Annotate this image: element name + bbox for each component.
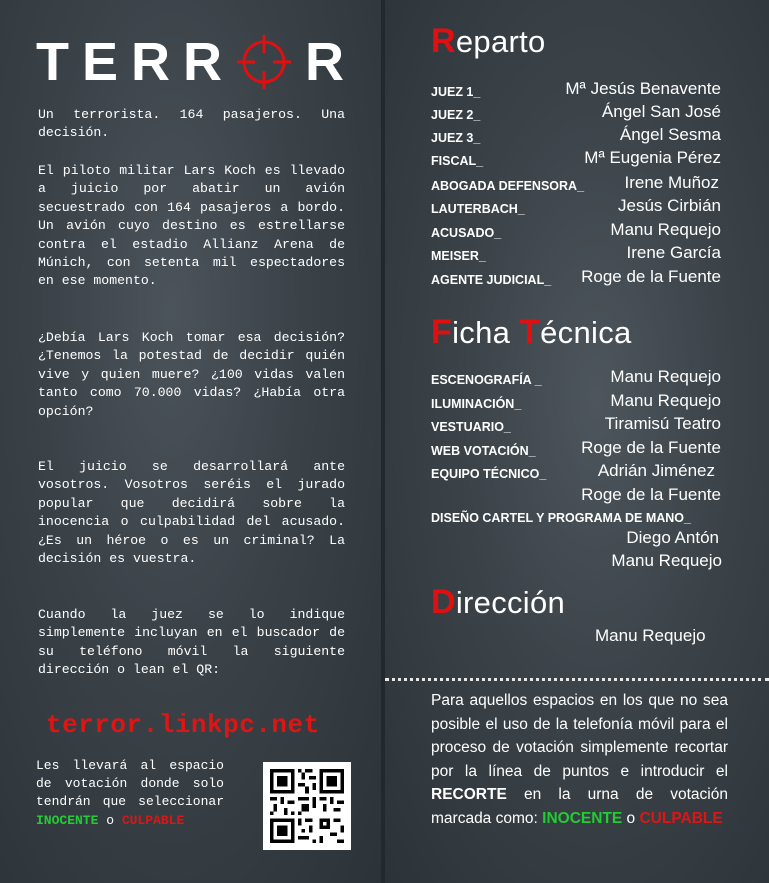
crew-name: Adrián Jiménez (597, 461, 715, 480)
innocent-option: INOCENTE (542, 809, 623, 827)
direccion-heading (431, 583, 565, 622)
crew-name: Manu Requejo (610, 391, 721, 410)
cast-name: Mª Eugenia Pérez (584, 148, 721, 167)
direccion-heading-rest: irección (455, 585, 566, 620)
cut-instructions (431, 689, 728, 831)
synopsis-paragraph: El piloto militar Lars Koch es llevado a juicio por abatir un avión secuestrado con 164 pasajeros a bordo. Un avión cuyo destino es estrellarse contra el estadio Allianz Arena de Múnich, con setenta mil espectadores en ese momento. (38, 163, 345, 289)
cast-role: FISCAL_ (431, 154, 484, 168)
cast-role: JUEZ 3_ (431, 131, 481, 145)
guilty-option: CULPABLE (639, 809, 723, 827)
cast-row (431, 173, 721, 197)
ficha-heading-rest1: icha (452, 315, 520, 350)
cast-role: LAUTERBACH_ (431, 202, 525, 216)
qr-code[interactable] (263, 762, 351, 850)
questions-paragraph: ¿Debía Lars Koch tomar esa decisión? ¿Tenemos la potestad de decidir quién vive y quien muere? ¿100 vidas valen tanto como 70.000 vidas? ¿Había otra opción? (38, 330, 345, 419)
crew-name: Diego Antón (626, 528, 719, 547)
crew-name: Roge de la Fuente (581, 485, 721, 504)
voting-explanation (36, 757, 224, 830)
crew-row (431, 461, 721, 485)
ficha-heading-cap2: T (519, 313, 541, 351)
cast-role: MEISER_ (431, 249, 486, 263)
reparto-heading-rest: eparto (455, 24, 546, 59)
cast-role: ACUSADO_ (431, 226, 502, 240)
cast-name: Mª Jesús Benavente (565, 79, 721, 98)
cast-row (431, 196, 721, 220)
cast-row (431, 79, 721, 103)
cut-line (385, 678, 769, 681)
director-name: Manu Requejo (595, 626, 706, 645)
crew-role: ILUMINACIÓN_ (431, 397, 522, 411)
logo-letter: R (183, 32, 236, 92)
cast-row (431, 267, 721, 291)
ficha-heading-cap1: F (431, 313, 453, 351)
cast-name: Irene García (626, 243, 721, 262)
cast-name: Irene Muñoz (624, 173, 719, 192)
cast-name: Ángel San José (601, 102, 721, 121)
ficha-heading-rest2: écnica (540, 315, 632, 350)
crosshair-icon (235, 33, 293, 91)
cut-text-after: en la urna de votación marcada como: (431, 786, 728, 827)
cast-name: Manu Requejo (610, 220, 721, 239)
crew-role: DISEÑO CARTEL Y PROGRAMA DE MANO_ (431, 511, 691, 525)
crew-row (431, 505, 731, 529)
crew-name: Roge de la Fuente (581, 438, 721, 457)
cast-name: Ángel Sesma (619, 125, 721, 144)
crew-row (431, 391, 721, 415)
or-label: o (106, 812, 115, 828)
cast-row (431, 102, 721, 126)
crew-row (431, 551, 721, 575)
logo-letter: E (82, 32, 132, 92)
logo-letter: R (131, 32, 184, 92)
logo-letter: T (36, 32, 82, 92)
instructions-paragraph: Cuando la juez se lo indique simplemente incluyan en el buscador de su teléfono móvil la siguiente dirección o lean el QR: (38, 607, 345, 678)
innocent-label: INOCENTE (36, 812, 99, 828)
cast-row (431, 243, 721, 267)
intro-paragraph: Un terrorista. 164 pasajeros. Una decisión. (38, 107, 345, 141)
cast-name: Jesús Cirbián (618, 196, 721, 215)
crew-row (431, 528, 721, 552)
guilty-label: CULPABLE (121, 812, 185, 828)
cast-row (431, 148, 721, 172)
crew-row (431, 438, 721, 462)
voting-url-link[interactable]: terror.linkpc.net (46, 710, 320, 740)
cast-role: JUEZ 1_ (431, 85, 481, 99)
direccion-heading-cap: D (431, 583, 456, 621)
cast-role: ABOGADA DEFENSORA_ (431, 179, 585, 193)
left-panel (0, 0, 381, 883)
crew-role: EQUIPO TÉCNICO_ (431, 467, 547, 481)
cast-role: JUEZ 2_ (431, 108, 481, 122)
voting-explanation-text: Les llevará al espacio de votación donde solo tendrán que seleccionar (36, 758, 224, 810)
cut-text-before: Para aquellos espacios en los que no sea posible el uso de la telefonía móvil para el proceso de votación simplemente recortar por la línea de puntos e introducir el (431, 692, 728, 780)
ficha-tecnica-heading (431, 313, 632, 352)
crew-name: Manu Requejo (611, 551, 722, 570)
crew-name: Tiramisú Teatro (604, 414, 721, 433)
jury-paragraph: El juicio se desarrollará ante vosotros. Vosotros seréis el jurado popular que decidirá sobre la inocencia o culpabilidad del acusado. ¿Es un héroe o es un criminal? La decisión es vuestra. (38, 459, 345, 567)
crew-row (431, 367, 721, 391)
crew-role: WEB VOTACIÓN_ (431, 444, 536, 458)
cut-bold-word: RECORTE (431, 786, 507, 804)
crew-row (431, 414, 721, 438)
cast-name: Roge de la Fuente (581, 267, 721, 286)
reparto-heading-cap: R (431, 22, 456, 60)
crew-role: ESCENOGRAFÍA _ (431, 373, 542, 387)
cut-or: o (626, 809, 636, 827)
cast-row (431, 125, 721, 149)
cast-row (431, 220, 721, 244)
crew-name: Manu Requejo (610, 367, 721, 386)
reparto-heading (431, 22, 546, 61)
logo-letter: R (305, 32, 358, 92)
cast-role: AGENTE JUDICIAL_ (431, 273, 552, 287)
crew-role: VESTUARIO_ (431, 420, 511, 434)
terror-logo (36, 30, 358, 94)
